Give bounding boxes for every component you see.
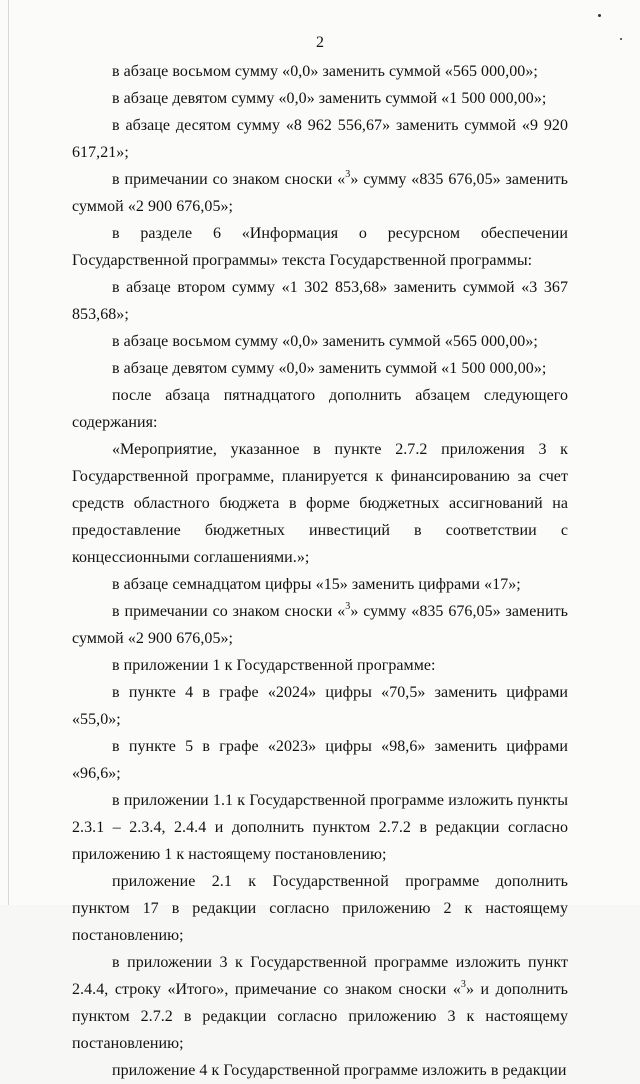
- paragraph: в абзаце десятом сумму «8 962 556,67» заменить суммой «9 920 617,21»;: [72, 117, 568, 161]
- paragraph-text: » сумму «835 676,05» заменить суммой «2 900 676,05»;: [72, 603, 568, 647]
- paragraph: приложение 2.1 к Государственной программе дополнить пунктом 17 в редакции согласно приложению 2 к настоящему постановлению;: [72, 873, 568, 944]
- footnote-mark: 3: [460, 978, 466, 990]
- footnote-mark: 3: [345, 600, 351, 612]
- paragraph: в абзаце девятом сумму «0,0» заменить суммой «1 500 000,00»;: [112, 360, 547, 377]
- paragraph-text: в приложении 3 к Государственной программе изложить пункт 2.4.4, строку «Итого», примечание со знаком сноски «: [72, 954, 568, 998]
- paragraph: [72, 166, 568, 220]
- paragraph-text: в примечании со знаком сноски «: [112, 171, 346, 188]
- paragraph: в приложении 1.1 к Государственной программе изложить пункты 2.3.1 – 2.3.4, 2.4.4 и дополнить пунктом 2.7.2 в редакции согласно приложению 1 к настоящему постановлению;: [72, 792, 568, 863]
- paragraph: в абзаце девятом сумму «0,0» заменить суммой «1 500 000,00»;: [112, 90, 547, 107]
- paragraph: приложение 4 к Государственной программе изложить в редакции: [112, 1062, 567, 1079]
- document-body: [72, 58, 568, 1084]
- paragraph: после абзаца пятнадцатого дополнить абзацем следующего содержания:: [72, 387, 568, 431]
- paragraph: в абзаце восьмом сумму «0,0» заменить суммой «565 000,00»;: [112, 63, 538, 80]
- paragraph: в абзаце семнадцатом цифры «15» заменить цифрами «17»;: [112, 576, 521, 593]
- paragraph: в пункте 4 в графе «2024» цифры «70,5» заменить цифрами «55,0»;: [72, 684, 568, 728]
- paragraph: [72, 598, 568, 652]
- paragraph-text: » сумму «835 676,05» заменить суммой «2 900 676,05»;: [72, 171, 568, 215]
- page-number: 2: [316, 34, 324, 51]
- paragraph: в абзаце втором сумму «1 302 853,68» заменить суммой «3 367 853,68»;: [72, 279, 568, 323]
- paragraph: «Мероприятие, указанное в пункте 2.7.2 приложения 3 к Государственной программе, планируется к финансированию за счет средств областного бюджета в форме бюджетных ассигнований на предоставление бюджетных инвестиций в соответствии с концессионными соглашениями.»;: [72, 441, 568, 566]
- paragraph-text: в примечании со знаком сноски «: [112, 603, 346, 620]
- paragraph: [72, 949, 568, 1057]
- paragraph: в пункте 5 в графе «2023» цифры «98,6» заменить цифрами «96,6»;: [72, 738, 568, 782]
- paragraph: в приложении 1 к Государственной программе:: [112, 657, 436, 674]
- paragraph-text: » и дополнить пунктом 2.7.2 в редакции согласно приложению 3 к настоящему постановлению;: [72, 981, 568, 1052]
- paragraph: в разделе 6 «Информация о ресурсном обеспечении Государственной программы» текста Государственной программы:: [72, 225, 568, 269]
- page-edge-line: [8, 0, 9, 905]
- paragraph: в абзаце восьмом сумму «0,0» заменить суммой «565 000,00»;: [112, 333, 538, 350]
- scan-speck: [598, 14, 601, 17]
- footnote-mark: 3: [345, 168, 351, 180]
